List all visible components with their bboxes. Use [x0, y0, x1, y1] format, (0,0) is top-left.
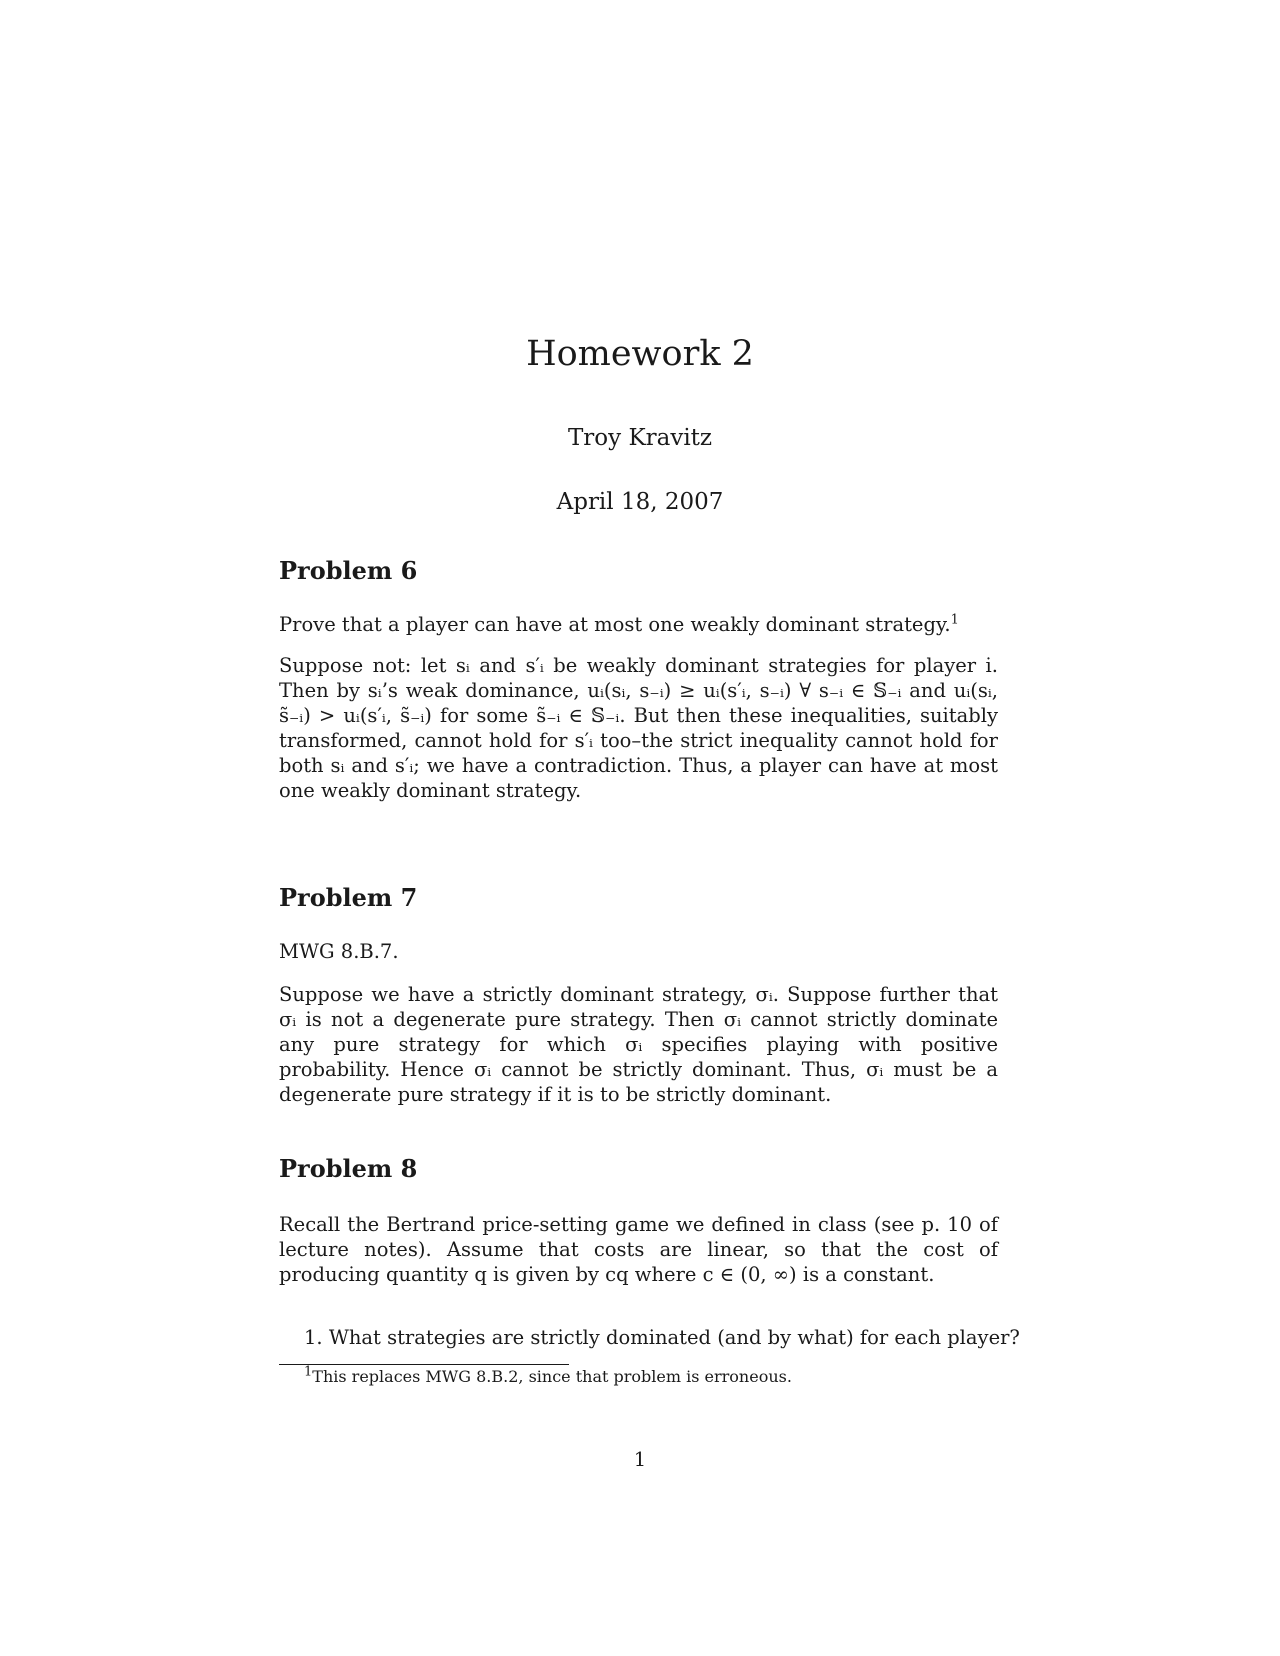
list-item-number: 1. — [304, 1326, 323, 1349]
problem-6-prompt-text: Prove that a player can have at most one weakly dominant strategy. — [279, 613, 951, 636]
footnote — [304, 1364, 792, 1387]
footnote-divider — [279, 1364, 569, 1365]
problem-8-prompt: Recall the Bertrand price-setting game we defined in class (see p. 10 of lecture notes). Assume that costs are linear, so that the cost of producing quantity q is given by cq where c ∈ (0, ∞) is a constant. — [279, 1213, 998, 1286]
page-number: 1 — [633, 1448, 647, 1471]
problem-6-heading: Problem 6 — [279, 556, 418, 585]
problem-6-answer: Suppose not: let sᵢ and s′ᵢ be weakly dominant strategies for player i. Then by sᵢ’s weak dominance, uᵢ(sᵢ, s₋ᵢ) ≥ uᵢ(s′ᵢ, s₋ᵢ) ∀ s₋ᵢ ∈ 𝕊₋ᵢ and uᵢ(sᵢ, s̃₋ᵢ) > uᵢ(s′ᵢ, s̃₋ᵢ) for some s̃₋ᵢ ∈ 𝕊₋ᵢ. But then these inequalities, suitably transformed, cannot hold for s′ᵢ too–the strict inequality cannot hold for both sᵢ and s′ᵢ; we have a contradiction. Thus, a player can have at most one weakly dominant strategy. — [279, 654, 998, 802]
list-item-text: What strategies are strictly dominated (and by what) for each player? — [328, 1326, 1020, 1349]
problem-7-prompt: MWG 8.B.7. — [279, 940, 399, 963]
problem-8-heading: Problem 8 — [279, 1154, 418, 1183]
document-date: April 18, 2007 — [556, 489, 724, 515]
problem-6-prompt — [279, 612, 998, 637]
document-author: Troy Kravitz — [567, 425, 713, 451]
problem-7-answer: Suppose we have a strictly dominant strategy, σᵢ. Suppose further that σᵢ is not a degenerate pure strategy. Then σᵢ cannot strictly dominate any pure strategy for which σᵢ specifies playing with positive probability. Hence σᵢ cannot be strictly dominant. Thus, σᵢ must be a degenerate pure strategy if it is to be strictly dominant. — [279, 983, 998, 1106]
footnote-text: This replaces MWG 8.B.2, since that problem is erroneous. — [312, 1367, 792, 1386]
footnote-reference-mark: 1 — [950, 612, 959, 628]
document-title: Homework 2 — [526, 334, 754, 374]
footnote-mark: 1 — [304, 1364, 313, 1380]
problem-7-heading: Problem 7 — [279, 883, 418, 912]
list-item — [304, 1325, 1020, 1350]
